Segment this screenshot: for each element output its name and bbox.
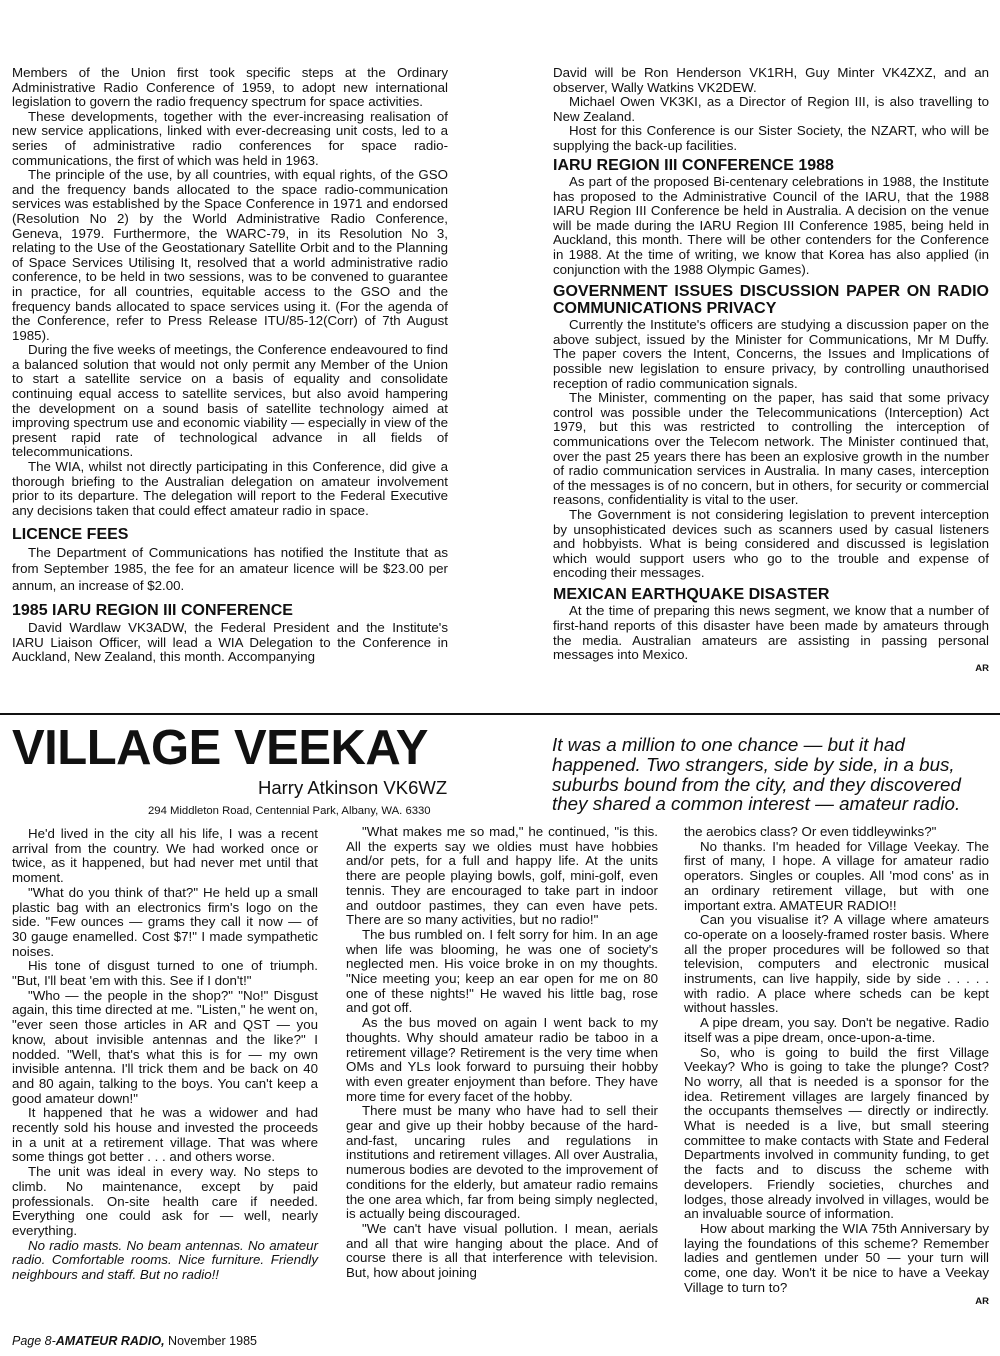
news-column-left xyxy=(12,66,448,665)
paragraph: As the bus moved on again I went back to my thoughts. Why should amateur radio be taboo in a retirement village? Retirement is the very time when OMs and YLs look forward to pursuing their hobby with even greater enjoyment than before. They have more time for every facet of the hobby. xyxy=(346,1015,658,1104)
paragraph: A pipe dream, you say. Don't be negative. Radio itself was a pipe dream, once-upon-a-time. xyxy=(684,1015,989,1045)
article-intro: It was a million to one chance — but it had happened. Two strangers, side by side, in a bus, suburbs bound from the city, and they discovered they shared a common interest — amateur radio. xyxy=(552,734,961,815)
licence-fees-heading: LICENCE FEES xyxy=(12,526,129,544)
paragraph: These developments, together with the ever-increasing realisation of new service applications, linked with ever-decreasing unit costs, led to a series of administrative radio conferences for space radio-communications, the first of which was held in 1963. xyxy=(12,108,448,168)
author-address: 294 Middleton Road, Centennial Park, Albany, WA. 6330 xyxy=(148,805,431,817)
paragraph: The principle of the use, by all countries, with equal rights, of the GSO and the frequency bands allocated to the space radio-communication services was established by the Space Conference in 1971 and endorsed (Resolution No 2) by the World Administrative Radio Conference, Geneva, 1979. Furthermore, the WARC-79, in its Resolution No 3, relating to the Use of the Geostationary Satellite Orbit and to the Planning of Space Services Utilising It, resolved that a world administrative radio conference, to be held in two sessions, was to be convened to guarantee in practice, for all countries, equitable access to the GSO and the frequency bands allocated to space services using it. (For the agenda of the Conference, refer to Press Release ITU/85-12(Corr) of 7th August 1985). xyxy=(12,167,448,343)
paragraph: Members of the Union first took specific steps at the Ordinary Administrative Radio Conference of 1959, to adopt new international legislation to govern the radio frequency spectrum for space activities. xyxy=(12,65,448,110)
paragraph: He'd lived in the city all his life, I was a recent arrival from the country. We had worked once or twice, as it happened, but had never met until that moment. xyxy=(12,826,318,886)
paragraph: The Department of Communications has notified the Institute that as from September 1985, the fee for an amateur licence will be $23.00 per annum, an increase of $2.00. xyxy=(12,544,448,593)
mexican-earthquake-heading: MEXICAN EARTHQUAKE DISASTER xyxy=(553,585,830,603)
paragraph: No radio masts. No beam antennas. No amateur radio. Comfortable rooms. Nice furniture. Friendly neighbours and staff. But no radio!! xyxy=(12,1237,318,1283)
paragraph: There must be many who have had to sell their gear and give up their hobby because of the hard-and-fast, uncaring rules and regulations in institutions and retirement villages. All over Australia, numerous bodies are devoted to the improvement of conditions for the elderly, but amateur radio remains the one area which, far from being simply neglected, is actually being discouraged. xyxy=(346,1103,658,1222)
paragraph: So, who is going to build the first Village Veekay? Who is going to take the plunge? Cost? No worry, all that is needed is a sponsor for the idea. Retirement villages are largely financed by the occupants themselves — directly or indirectly. What is needed is a live, but small steering committee to make contacts with State and Federal Departments involved in community funding, to get the facts and to discuss the scheme with developers. Friendly societies, churches and lodges, those already involved in villages, would be an invaluable source of information. xyxy=(684,1044,989,1222)
end-mark: AR xyxy=(975,1295,989,1307)
article-author: Harry Atkinson VK6WZ xyxy=(258,777,448,798)
article-column-3 xyxy=(684,825,989,1307)
paragraph: The Government is not considering legislation to prevent interception by unsophisticated devices such as scanners used by casual listeners and hobbyists. What is being considered and discussed is legislation which would support users who go to the trouble and expense of encoding their messages. xyxy=(553,506,989,581)
magazine-name: AMATEUR RADIO, xyxy=(55,1334,165,1348)
paragraph: During the five weeks of meetings, the Conference endeavoured to find a balanced solution that would not only permit any Member of the Union to start a satellite service on a basis of equality and consolidate continuing equal access to satellite services, but also avoid hampering the development on a sound basis of satellite technology aimed at improving spectrum use and economic viability — especially in view of the present rapid rate of technological advance in all fields of telecommunications. xyxy=(12,342,448,460)
paragraph: The unit was ideal in every way. No steps to climb. No maintenance, except by paid professionals. On-site health care if needed. Everything one could ask for — well, nearly everything. xyxy=(12,1164,318,1238)
paragraph: The bus rumbled on. I felt sorry for him. In an age when life was blooming, he was one of society's neglected men. His voice broke in on my thoughts. "Nice meeting you; keep an ear open for me on 80 one of these nights!" He waved his little bag, rose and got off. xyxy=(346,926,658,1016)
paragraph: Currently the Institute's officers are studying a discussion paper on the above subject, issued by the Minister for Communications, Mr M Duffy. The paper covers the Intent, Concerns, the Issues and Implications of possible new legislation to ensure privacy, by controlling unauthorised reception of radio communication signals. xyxy=(553,317,989,391)
privacy-heading: GOVERNMENT ISSUES DISCUSSION PAPER ON RADIO COMMUNICATIONS PRIVACY xyxy=(553,283,989,317)
paragraph: "Who — the people in the shop?" "No!" Disgust again, this time directed at me. "Listen," he went on, "ever seen those articles in AR and QST — you know, about invisible antennas and the like?" I nodded. "Well, that's what this is for — my own invisible antenna. I'll trick them and be back on 40 and 80 again, talking to the boys. You can't keep a good amateur down!" xyxy=(12,987,318,1106)
section-divider xyxy=(0,713,1000,715)
paragraph: The WIA, whilst not directly participating in this Conference, did give a thorough briefing to the Australian delegation on amateur involvement prior to its departure. The delegation will report to the Federal Executive any decisions taken that could effect amateur radio in space. xyxy=(12,459,448,518)
page-number: Page 8- xyxy=(12,1334,56,1348)
paragraph: As part of the proposed Bi-centenary celebrations in 1988, the Institute has proposed to the Administrative Council of the IARU, that the 1988 IARU Region III Conference be held in Australia. A decision on the venue will be made during the IARU Region III Conference 1985, being held in Auckland, this month. There will be other contenders for the Conference in 1988. At the time of writing, we know that Korea has also applied (in conjunction with the 1988 Olympic Games). xyxy=(553,174,989,277)
article-column-1 xyxy=(12,827,318,1283)
paragraph: "We can't have visual pollution. I mean, aerials and all that wire hanging about the place. And of course there is all that interference with television. But, how about joining xyxy=(346,1220,658,1281)
paragraph: "What makes me so mad," he continued, "is this. All the experts say we oldies must have hobbies and/or pets, for a full and happy life. At the units there are people playing bowls, golf, mini-golf, even tennis. They are encouraged to take part in indoor and outdoor pastimes, they can even have pets. There are so many activities, but no radio!" xyxy=(346,824,658,928)
paragraph: It happened that he was a widower and had recently sold his house and invested the proceeds in a unit at a retirement village. That was where some things got better . . . and others worse. xyxy=(12,1105,318,1165)
paragraph: David will be Ron Henderson VK1RH, Guy Minter VK4ZXZ, and an observer, Wally Watkins VK2DEW. xyxy=(553,65,989,95)
paragraph: the aerobics class? Or even tiddleywinks?" xyxy=(684,824,937,839)
paragraph: "What do you think of that?" He held up a small plastic bag with an electronics firm's logo on the side. "Few ounces — grams they call it now — of 30 gauge enamelled. Cost $7!" I made sympathetic noises. xyxy=(12,884,318,959)
paragraph: No thanks. I'm headed for Village Veekay. The first of many, I hope. A village for amateur radio operators. Singles or couples. All 'mod cons' as in an ordinary retirement village, but with one important extra. AMATEUR RADIO!! xyxy=(684,838,989,913)
issue-date: November 1985 xyxy=(164,1334,257,1348)
paragraph: At the time of preparing this news segment, we know that a number of first-hand reports of this disaster have been made by amateurs through the media. Australian amateurs are assisting in passing personal messages into Mexico. xyxy=(553,603,989,663)
page-footer xyxy=(12,1334,257,1348)
paragraph: Michael Owen VK3KI, as a Director of Region III, is also travelling to New Zealand. xyxy=(553,94,989,124)
paragraph: Can you visualise it? A village where amateurs co-operate on a loosely-framed roster basis. Where all the proper procedures will be followed so that television, computers and electronic musical instruments, can live happily, side by side . . . . . with radio. A place where scheds can be kept without hassles. xyxy=(684,912,989,1016)
news-column-right xyxy=(553,66,989,674)
iaru-1988-heading: IARU REGION III CONFERENCE 1988 xyxy=(553,156,834,174)
paragraph: The Minister, commenting on the paper, has said that some privacy control was possible under the Telecommunications (Interception) Act 1979, but this was restricted to controlling the interception of communications over the Telecom network. The Minister continued that, over the past 25 years there has been an explosive growth in the number of radio communication services in Australia. In many cases, interception of the messages is of no concern, but in others, for security or commercial reasons, confidentiality is vital to the user. xyxy=(553,390,989,508)
paragraph: Host for this Conference is our Sister Society, the NZART, who will be supplying the back-up facilities. xyxy=(553,123,989,153)
paragraph: David Wardlaw VK3ADW, the Federal President and the Institute's IARU Liaison Officer, will lead a WIA Delegation to the Conference in Auckland, New Zealand, this month. Accompanying xyxy=(12,619,448,665)
paragraph: His tone of disgust turned to one of triumph. "But, I'll beat 'em with this. See if I don't!" xyxy=(12,958,318,989)
end-mark: AR xyxy=(975,662,989,674)
article-column-2 xyxy=(346,825,658,1281)
article-title: VILLAGE VEEKAY xyxy=(12,721,428,775)
iaru-1985-heading: 1985 IARU REGION III CONFERENCE xyxy=(12,602,293,620)
paragraph: How about marking the WIA 75th Anniversary by laying the foundations of this scheme? Remember ladies and gentlemen under 50 — your turn will come, one day. Won't it be nice to have a Veekay Village to turn to? xyxy=(684,1220,989,1295)
